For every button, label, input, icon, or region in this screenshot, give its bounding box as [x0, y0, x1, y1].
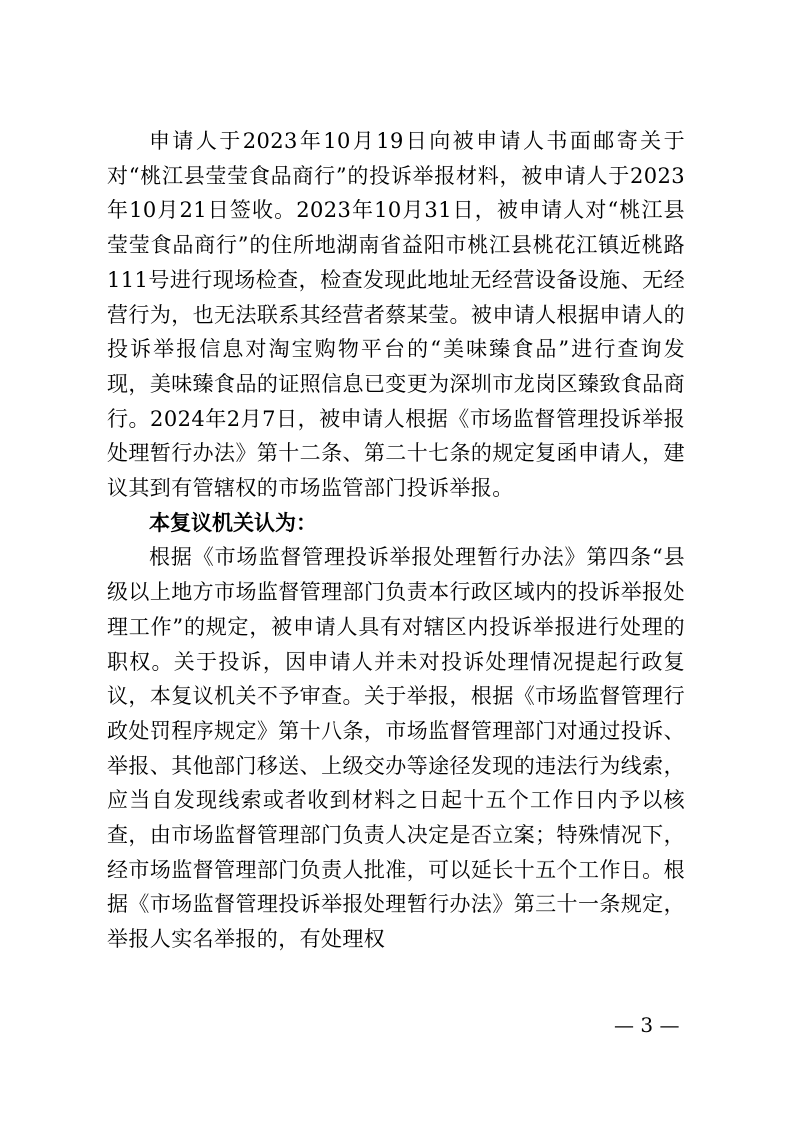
paragraph-opinion: 根据《市场监督管理投诉举报处理暂行办法》第四条“县级以上地方市场监督管理部门负责本行政区域内的投诉举报处理工作”的规定，被申请人具有对辖区内投诉举报进行处理的职权。关于投诉，因申请人并未对投诉处理情况提起行政复议，本复议机关不予审查。关于举报，根据《市场监督管理行政处罚程序规定》第十八条，市场监督管理部门对通过投诉、举报、其他部门移送、上级交办等途径发现的违法行为线索，应当自发现线索或者收到材料之日起十五个工作日内予以核查，由市场监督管理部门负责人决定是否立案；特殊情况下，经市场监督管理部门负责人批准，可以延长十五个工作日。根据《市场监督管理投诉举报处理暂行办法》第三十一条规定，举报人实名举报的，有处理权	[107, 545, 685, 952]
document-body	[107, 124, 685, 957]
section-heading: 本复议机关认为：	[149, 510, 317, 535]
paragraph-facts: 申请人于2023年10月19日向被申请人书面邮寄关于对“桃江县莹莹食品商行”的投诉举报材料，被申请人于2023年10月21日签收。2023年10月31日，被申请人对“桃江县莹莹食品商行”的住所地湖南省益阳市桃江县桃花江镇近桃路111号进行现场检查，检查发现此地址无经营设备设施、无经营行为，也无法联系其经营者蔡某莹。被申请人根据申请人的投诉举报信息对淘宝购物平台的“美味臻食品”进行查询发现，美味臻食品的证照信息已变更为深圳市龙岗区臻致食品商行。2024年2月7日，被申请人根据《市场监督管理投诉举报处理暂行办法》第十二条、第二十七条的规定复函申请人，建议其到有管辖权的市场监管部门投诉举报。	[107, 129, 685, 501]
page-number: — 3 —	[614, 1013, 680, 1037]
